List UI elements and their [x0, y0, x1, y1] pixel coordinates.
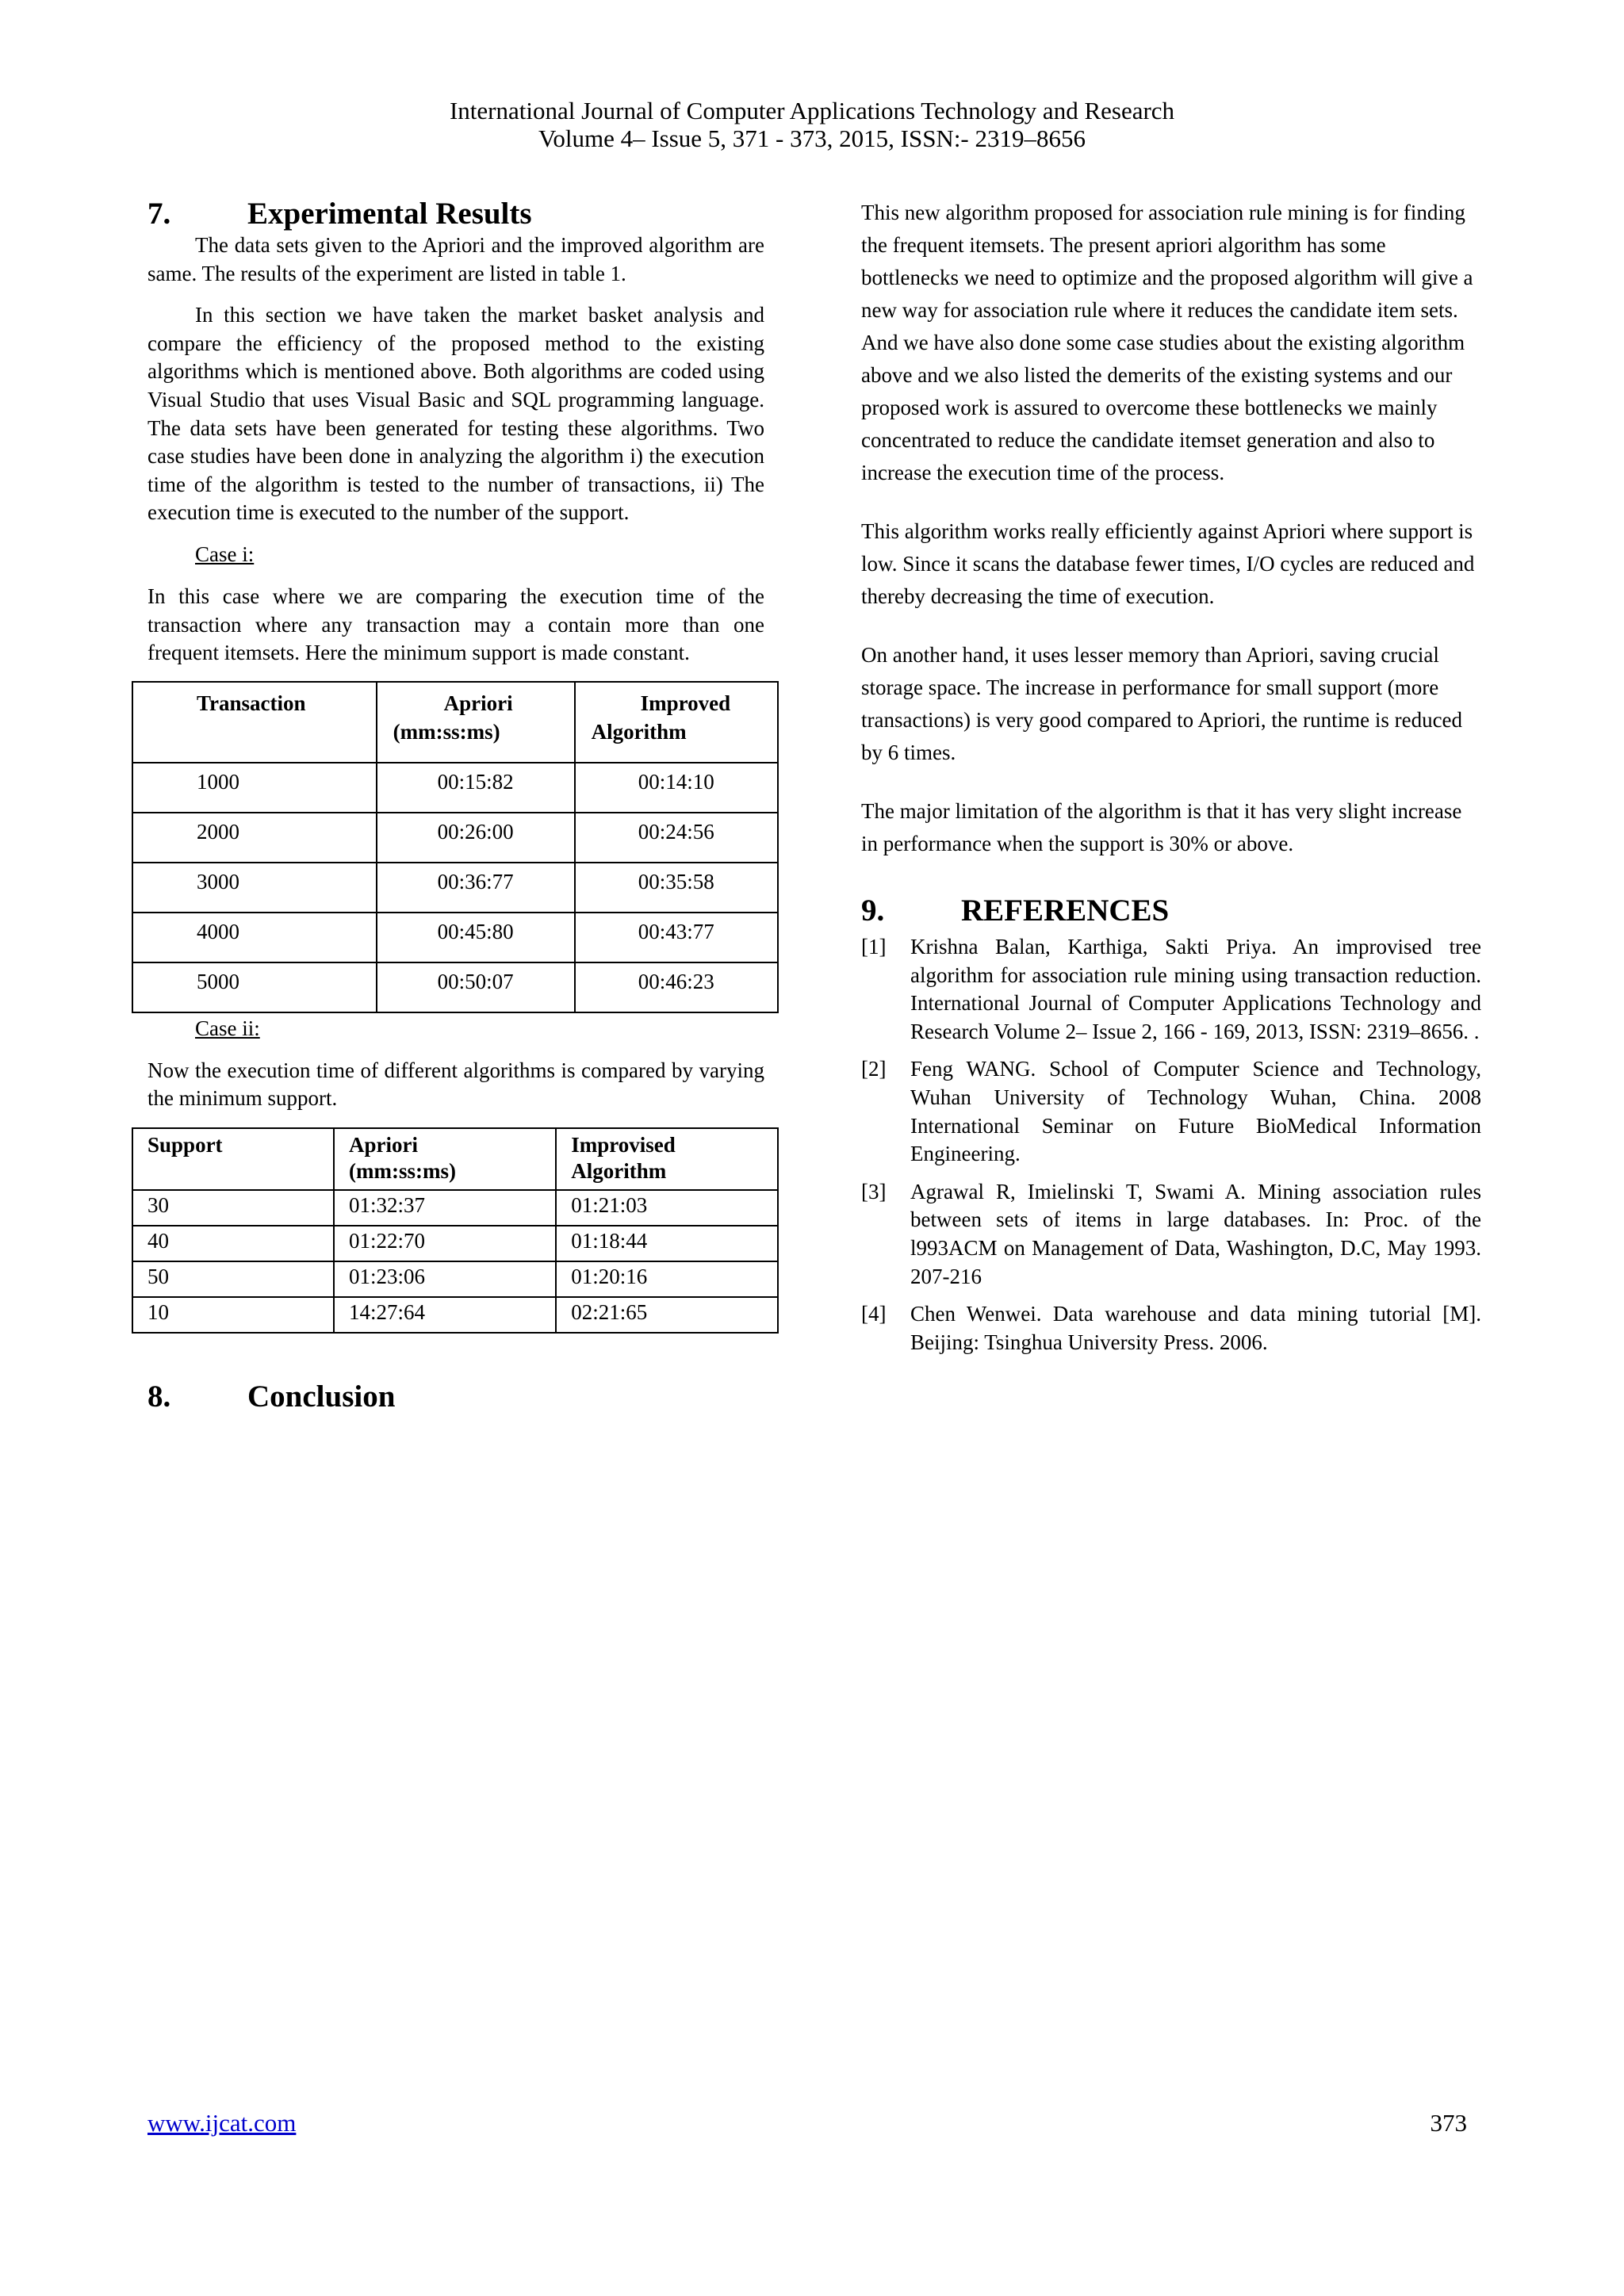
table-cell: 00:15:82 — [377, 763, 575, 813]
table-1-header-improved-line1: Improved — [640, 691, 731, 715]
table-cell: 01:18:44 — [556, 1226, 778, 1261]
reference-number: [1] — [861, 935, 887, 959]
table-cell: 10 — [132, 1297, 334, 1333]
table-2 — [132, 1127, 779, 1334]
table-cell: 2000 — [132, 813, 377, 863]
journal-volume: Volume 4– Issue 5, 371 - 373, 2015, ISSN:- 2319–8656 — [538, 124, 1086, 152]
conclusion-para-4: The major limitation of the algorithm is that it has very slight increase in performance when the support is 30% or above. — [861, 799, 1462, 855]
reference-text: Krishna Balan, Karthiga, Sakti Priya. An improvised tree algorithm for association rule mining using transaction reduction. International Journal of Computer Applications Technology and Research Volume 2– Issue 2, 166 - 169, 2013, ISSN: 2319–8656. . — [910, 935, 1481, 1043]
table-cell: 50 — [132, 1261, 334, 1297]
reference-item — [861, 1178, 1481, 1291]
section-7-number: 7. — [147, 197, 171, 231]
case-1-text: In this case where we are comparing the execution time of the transaction where any transaction may a contain more than one frequent itemsets. Here the minimum support is made constant. — [147, 584, 764, 665]
table-2-header-apriori-line2: (mm:ss:ms) — [348, 1158, 456, 1183]
reference-number: [3] — [861, 1179, 887, 1203]
section-8-heading — [147, 1380, 764, 1414]
reference-text: Agrawal R, Imielinski T, Swami A. Mining association rules between sets of items in large databases. In: Proc. of the l993ACM on Management of Data, Washington, D.C, May 1993. 207-216 — [910, 1179, 1481, 1288]
case-1-label: Case i: — [195, 541, 255, 566]
section-7-para-1: The data sets given to the Apriori and the improved algorithm are same. The results of the experiment are listed in table 1. — [147, 233, 764, 285]
reference-text: Feng WANG. School of Computer Science and Technology, Wuhan University of Technology Wuhan, China. 2008 International Seminar on Future BioMedical Information Engineering. — [910, 1057, 1481, 1166]
table-2-header-apriori-line1: Apriori — [348, 1132, 418, 1157]
table-cell: 00:24:56 — [575, 813, 778, 863]
case-2-text: Now the execution time of different algorithms is compared by varying the minimum support. — [147, 1058, 764, 1111]
table-2-header-improvised-line2: Algorithm — [571, 1158, 667, 1183]
table-1-header-apriori-line2: (mm:ss:ms) — [393, 719, 500, 744]
table-cell: 00:14:10 — [575, 763, 778, 813]
table-2-header-apriori — [334, 1128, 556, 1190]
table-cell: 00:43:77 — [575, 913, 778, 962]
reference-number: [2] — [861, 1057, 887, 1081]
table-row — [132, 1261, 778, 1297]
table-cell: 4000 — [132, 913, 377, 962]
table-cell: 02:21:65 — [556, 1297, 778, 1333]
table-row — [132, 1190, 778, 1226]
table-2-header-row — [132, 1128, 778, 1190]
table-cell: 00:35:58 — [575, 863, 778, 913]
table-row — [132, 913, 778, 962]
table-2-header-improvised-line1: Improvised — [571, 1132, 676, 1157]
table-cell: 01:20:16 — [556, 1261, 778, 1297]
table-row — [132, 1226, 778, 1261]
journal-website-link[interactable]: www.ijcat.com — [147, 2109, 297, 2137]
right-column — [861, 197, 1481, 1366]
table-cell: 00:50:07 — [377, 962, 575, 1012]
section-8-number: 8. — [147, 1379, 171, 1414]
journal-title: International Journal of Computer Applications Technology and Research — [449, 97, 1175, 124]
table-cell: 00:46:23 — [575, 962, 778, 1012]
journal-header — [0, 97, 1624, 152]
section-9-title: REFERENCES — [961, 894, 1170, 928]
table-cell: 01:32:37 — [334, 1190, 556, 1226]
table-row — [132, 962, 778, 1012]
table-cell: 3000 — [132, 863, 377, 913]
table-cell: 1000 — [132, 763, 377, 813]
table-cell: 30 — [132, 1190, 334, 1226]
table-1-header-improved — [575, 682, 778, 763]
section-7-title: Experimental Results — [247, 197, 532, 231]
reference-list — [861, 933, 1481, 1357]
table-1-header-apriori — [377, 682, 575, 763]
table-cell: 00:26:00 — [377, 813, 575, 863]
reference-text: Chen Wenwei. Data warehouse and data mining tutorial [M]. Beijing: Tsinghua University Press. 2006. — [910, 1302, 1481, 1354]
conclusion-para-1: This new algorithm proposed for association rule mining is for finding the frequent itemsets. The present apriori algorithm has some bottlenecks we need to optimize and the proposed algorithm will give a new way for association rule where it reduces the candidate item sets. And we have also done some case studies about the existing algorithm above and we also listed the demerits of the existing systems and our proposed work is assured to overcome these bottlenecks we mainly concentrated to reduce the candidate itemset generation and also to increase the execution time of the process. — [861, 201, 1473, 484]
table-cell: 01:22:70 — [334, 1226, 556, 1261]
table-cell: 01:21:03 — [556, 1190, 778, 1226]
conclusion-para-2: This algorithm works really efficiently against Apriori where support is low. Since it scans the database fewer times, I/O cycles are reduced and thereby decreasing the time of execution. — [861, 519, 1475, 608]
table-1 — [132, 681, 779, 1013]
table-1-header-transaction: Transaction — [132, 682, 377, 763]
table-row — [132, 763, 778, 813]
table-cell: 00:45:80 — [377, 913, 575, 962]
case-2-label: Case ii: — [195, 1016, 260, 1040]
section-8-title: Conclusion — [247, 1379, 396, 1414]
reference-number: [4] — [861, 1302, 887, 1326]
reference-item — [861, 1055, 1481, 1168]
table-row — [132, 813, 778, 863]
section-9-heading — [861, 894, 1481, 928]
table-cell: 40 — [132, 1226, 334, 1261]
table-row — [132, 1297, 778, 1333]
table-cell: 14:27:64 — [334, 1297, 556, 1333]
table-row — [132, 863, 778, 913]
section-7-heading — [147, 197, 764, 232]
table-cell: 01:23:06 — [334, 1261, 556, 1297]
table-1-header-row — [132, 682, 778, 763]
table-cell: 5000 — [132, 962, 377, 1012]
reference-item — [861, 933, 1481, 1046]
table-1-header-apriori-line1: Apriori — [443, 691, 513, 715]
section-7-para-2: In this section we have taken the market basket analysis and compare the efficiency of the proposed method to the existing algorithms which is mentioned above. Both algorithms are coded using Visual Studio that uses Visual Basic and SQL programming language. The data sets have been generated for testing these algorithms. Two case studies have been done in analyzing the algorithm i) the execution time of the algorithm is tested to the number of transactions, ii) The execution time is executed to the number of the support. — [147, 303, 764, 525]
page-number: 373 — [1430, 2109, 1467, 2137]
table-2-header-support: Support — [132, 1128, 334, 1190]
section-9-number: 9. — [861, 894, 885, 928]
conclusion-para-3: On another hand, it uses lesser memory than Apriori, saving crucial storage space. The increase in performance for small support (more transactions) is very good compared to Apriori, the runtime is reduced by 6 times. — [861, 643, 1463, 764]
table-2-header-improvised — [556, 1128, 778, 1190]
reference-item — [861, 1300, 1481, 1357]
table-cell: 00:36:77 — [377, 863, 575, 913]
table-1-header-improved-line2: Algorithm — [591, 719, 687, 744]
left-column — [147, 197, 764, 1414]
